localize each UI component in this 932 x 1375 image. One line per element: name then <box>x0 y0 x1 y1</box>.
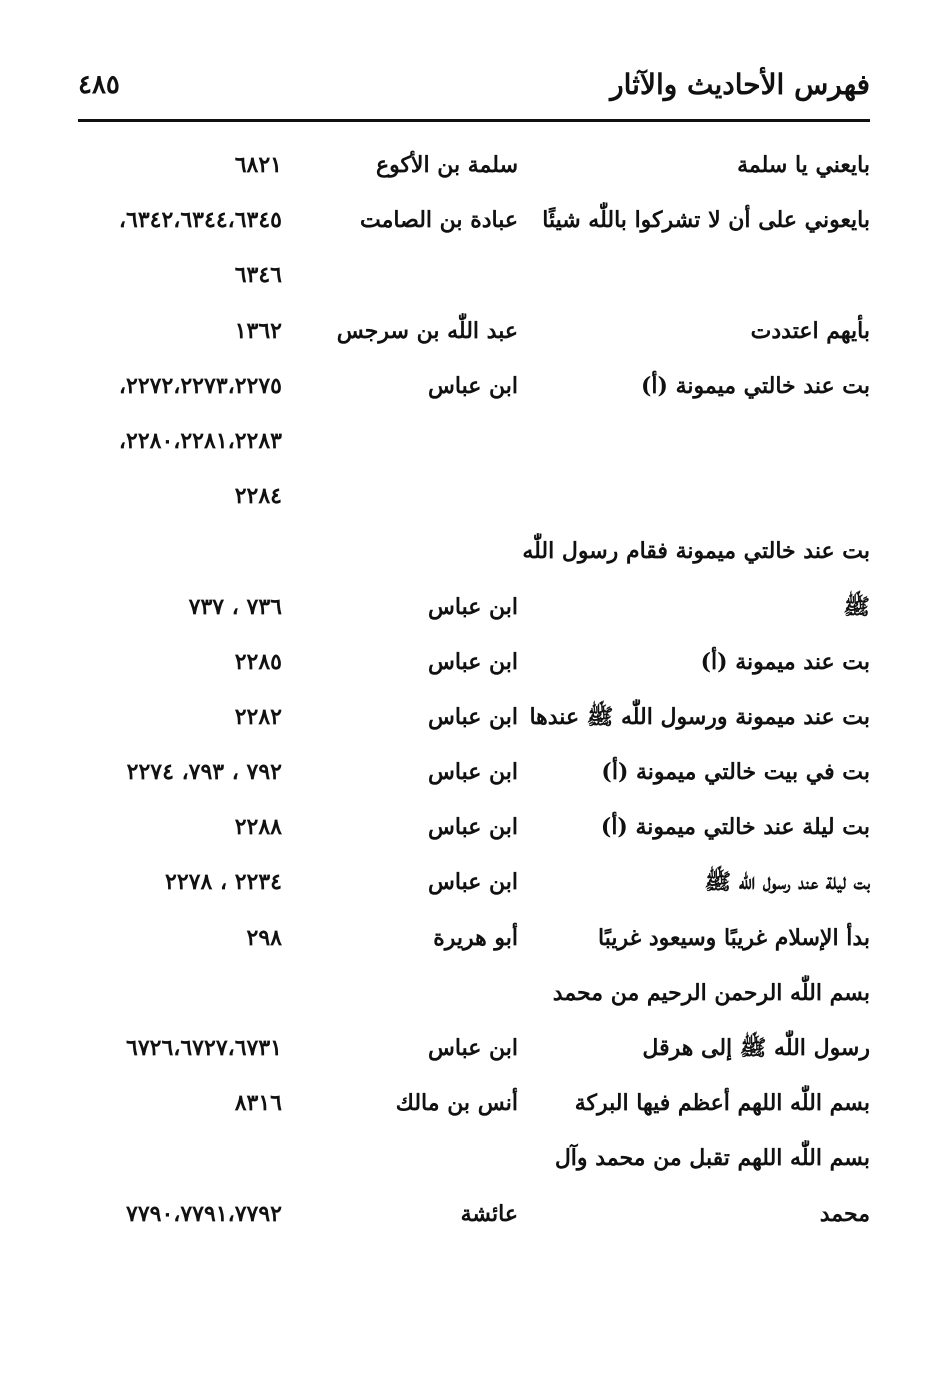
index-entry-row <box>0 800 932 855</box>
hadith-reference-numbers: ٨٣١٦ <box>234 1090 282 1117</box>
index-entry-row <box>0 469 932 524</box>
narrator-name: عائشة <box>460 1200 518 1227</box>
index-entry-row <box>0 966 932 1021</box>
index-entry-row <box>0 138 932 193</box>
hadith-text: بت في بيت خالتي ميمونة (أ) <box>601 759 870 786</box>
narrator-name: ابن عباس <box>428 648 518 675</box>
hadith-reference-numbers: ٢٢٨٥ <box>234 648 282 675</box>
narrator-name: أنس بن مالك <box>395 1090 518 1117</box>
narrator-name: ابن عباس <box>428 1035 518 1061</box>
index-entry-row <box>0 580 932 635</box>
index-entry-row <box>0 414 932 469</box>
index-entry-row <box>0 524 932 579</box>
hadith-text: بسم اللّٰه الرحمن الرحيم من محمد <box>552 979 870 1006</box>
index-entry-row <box>0 855 932 910</box>
hadith-text: محمد <box>819 1200 870 1227</box>
hadith-reference-numbers: ٢٢٣٤ ، ٢٢٧٨ <box>165 869 282 896</box>
index-entry-row <box>0 1021 932 1076</box>
narrator-name: ابن عباس <box>428 759 518 786</box>
hadith-text: بأيهم اعتددت <box>750 317 870 344</box>
hadith-text: بدأ الإسلام غريبًا وسيعود غريبًا <box>598 924 870 951</box>
narrator-name: ابن عباس <box>428 869 518 896</box>
hadith-text: بايعوني على أن لا تشركوا باللّٰه شيئًا <box>542 207 870 234</box>
narrator-name: ابن عباس <box>428 814 518 841</box>
hadith-text: بت عند خالتي ميمونة (أ) <box>640 372 870 399</box>
hadith-text: بت عند ميمونة (أ) <box>700 648 870 675</box>
narrator-name: عبد اللّٰه بن سرجس <box>336 317 518 344</box>
index-entry-row <box>0 248 932 303</box>
index-entry-row <box>0 635 932 690</box>
hadith-reference-numbers: ٢٢٨٢ <box>234 703 282 730</box>
header-divider <box>78 119 870 122</box>
narrator-name: عبادة بن الصامت <box>360 207 518 234</box>
hadith-reference-numbers: ٢٢٨٨ <box>234 814 282 841</box>
hadith-reference-numbers: ٢٢٧٢،٢٢٧٣،٢٢٧٥، <box>118 372 282 399</box>
index-entry-row <box>0 1076 932 1131</box>
hadith-reference-numbers: ٧٩٢ ، ٧٩٣، ٢٢٧٤ <box>126 759 282 786</box>
hadith-reference-numbers: ٦٣٤٢،٦٣٤٤،٦٣٤٥، <box>118 207 282 234</box>
hadith-reference-numbers: ٢٢٨٤ <box>234 483 282 510</box>
hadith-text: بسم اللّٰه اللهم تقبل من محمد وآل <box>554 1145 870 1172</box>
page-header <box>78 62 870 112</box>
hadith-reference-numbers: ٧٧٩٠،٧٧٩١،٧٧٩٢ <box>126 1200 282 1227</box>
hadith-reference-numbers: ٢٢٨٠،٢٢٨١،٢٢٨٣، <box>118 427 282 454</box>
page-title: فهرس الأحاديث والآثار <box>610 68 870 101</box>
index-entry-row <box>0 911 932 966</box>
hadith-reference-numbers: ٧٣٦ ، ٧٣٧ <box>188 593 282 620</box>
index-entry-row <box>0 193 932 248</box>
hadith-text: بت عند ميمونة ورسول اللّٰه ﷺ عندها <box>529 703 870 730</box>
hadith-text: بايعني يا سلمة <box>737 152 870 178</box>
index-entry-row <box>0 745 932 800</box>
hadith-text: بت ليلة عند خالتي ميمونة (أ) <box>600 814 870 841</box>
narrator-name: سلمة بن الأكوع <box>375 152 518 178</box>
index-entry-row <box>0 1131 932 1186</box>
hadith-reference-numbers: ٢٩٨ <box>246 924 282 951</box>
hadith-text: ﷺ <box>843 593 870 620</box>
hadith-text: بسم اللّٰه اللهم أعظم فيها البركة <box>574 1090 870 1117</box>
index-entry-row <box>0 690 932 745</box>
hadith-reference-numbers: ٦٣٤٦ <box>234 262 282 289</box>
hadith-text: بت ليلة عند رسول اللّٰه ﷺ <box>704 869 870 896</box>
hadith-reference-numbers: ٦٧٢٦،٦٧٢٧،٦٧٣١ <box>126 1035 282 1061</box>
narrator-name: ابن عباس <box>428 703 518 730</box>
index-entry-row <box>0 1187 932 1242</box>
narrator-name: ابن عباس <box>428 372 518 399</box>
hadith-reference-numbers: ٦٨٢١ <box>234 152 282 178</box>
hadith-text: بت عند خالتي ميمونة فقام رسول اللّٰه <box>522 538 870 565</box>
narrator-name: ابن عباس <box>428 593 518 620</box>
hadith-text: رسول اللّٰه ﷺ إلى هرقل <box>642 1035 870 1061</box>
index-entry-row <box>0 359 932 414</box>
index-entries <box>0 138 932 1242</box>
hadith-reference-numbers: ١٣٦٢ <box>234 317 282 344</box>
page-number: ٤٨٥ <box>78 70 120 100</box>
index-entry-row <box>0 304 932 359</box>
narrator-name: أبو هريرة <box>433 924 518 951</box>
